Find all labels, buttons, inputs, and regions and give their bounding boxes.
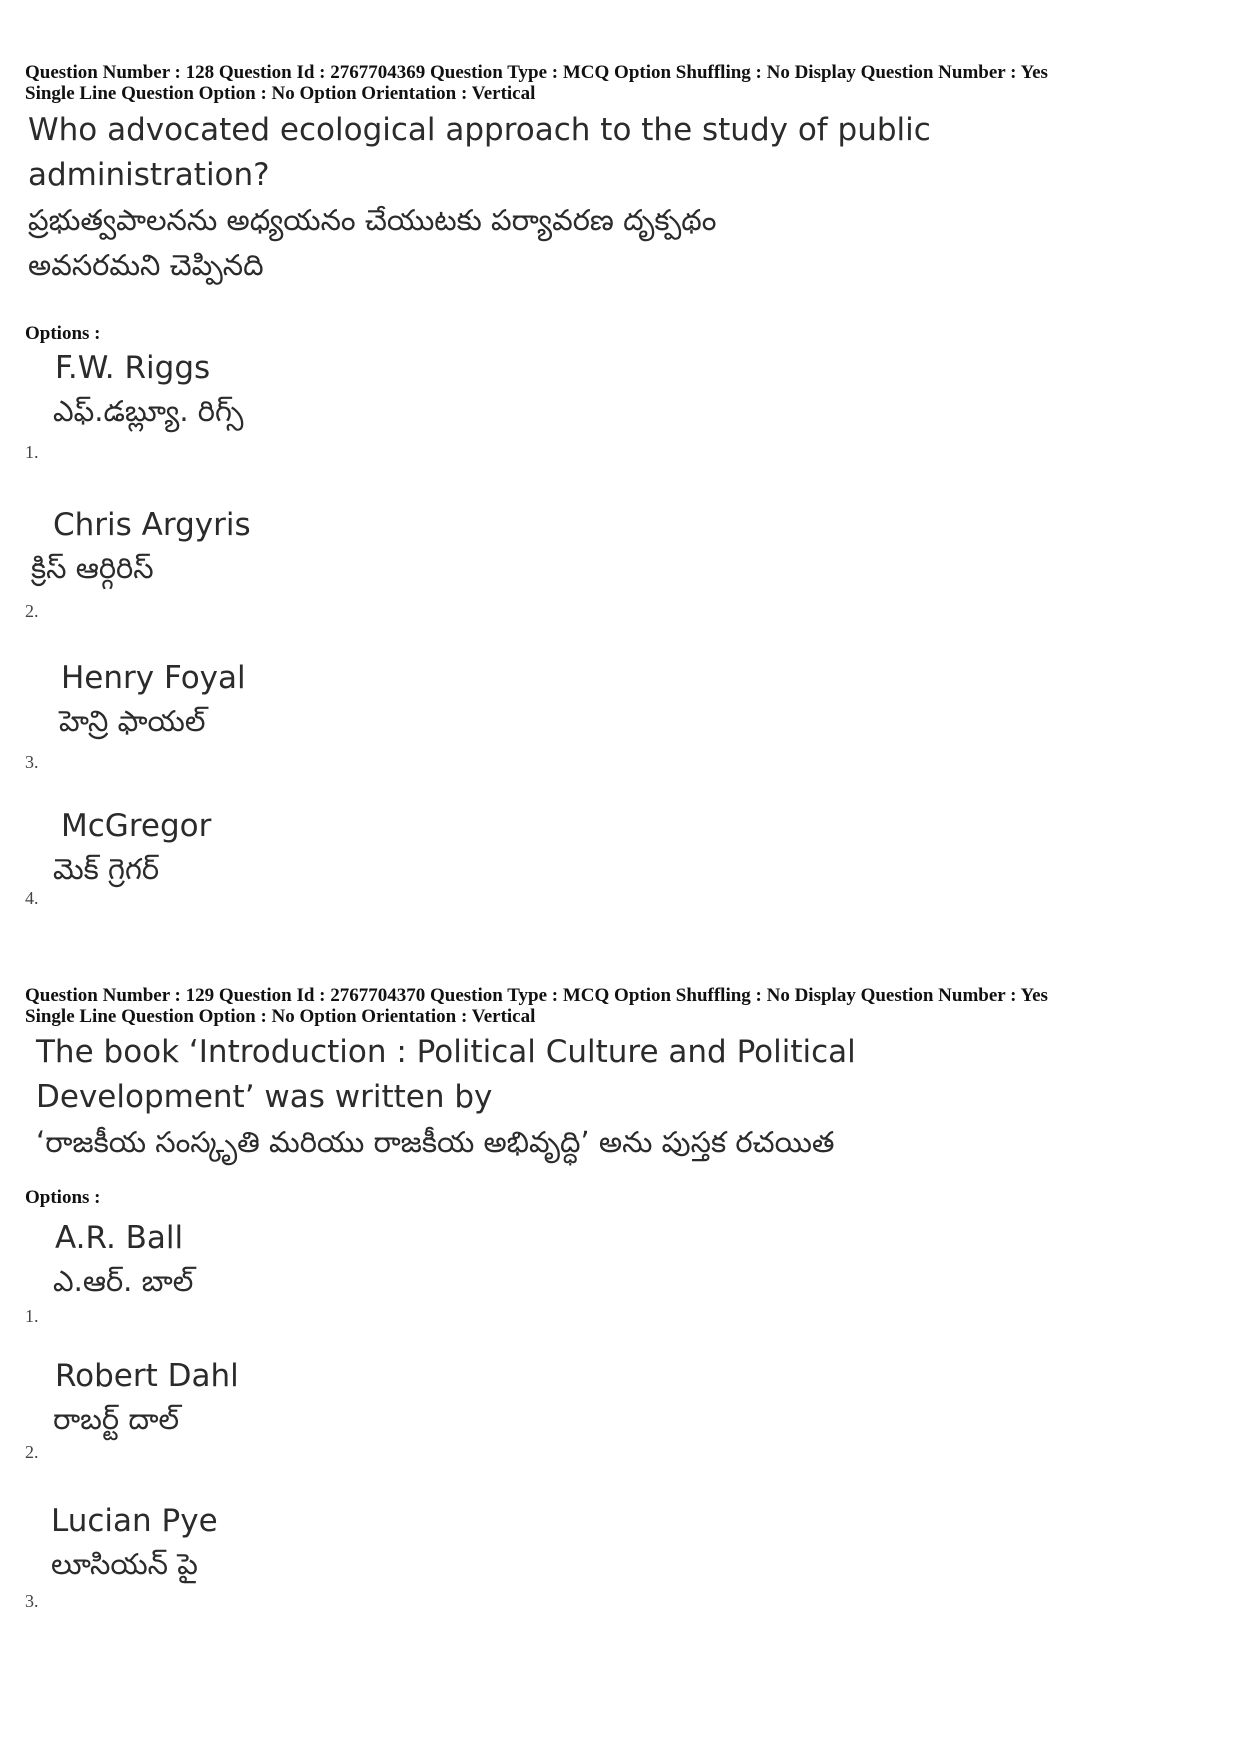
option-text-te: మెక్ గ్రెగర్: [53, 852, 160, 886]
option-number: 3.: [25, 752, 39, 772]
option-text-te: క్రిస్ ఆర్గిరిస్: [31, 551, 154, 585]
option-text-te: ఎఫ్.డబ్ల్యూ. రిగ్స్: [53, 394, 244, 428]
option-3[interactable]: [25, 660, 625, 770]
option-text-en: A.R. Ball: [55, 1220, 184, 1256]
option-number: 4.: [25, 888, 39, 908]
question-text-en: The book ‘Introduction : Political Culture and Political: [36, 1034, 856, 1070]
question-128-text: [28, 108, 931, 288]
question-meta-line: Question Number : 129 Question Id : 2767704370 Question Type : MCQ Option Shuffling : No Display Question Number : Yes: [25, 985, 1048, 1006]
option-number: 3.: [25, 1591, 39, 1611]
options-label: Options :: [25, 1187, 101, 1208]
option-text-en: Chris Argyris: [53, 507, 251, 543]
option-text-en: McGregor: [61, 808, 212, 844]
option-2[interactable]: [25, 1358, 625, 1468]
question-128-metadata: [25, 62, 1048, 104]
question-meta-line: Single Line Question Option : No Option Orientation : Vertical: [25, 83, 536, 104]
option-text-en: Lucian Pye: [51, 1503, 218, 1539]
option-text-en: Henry Foyal: [61, 660, 246, 696]
option-number: 1.: [25, 1306, 39, 1326]
option-text-te: లూసియన్ పై: [51, 1547, 198, 1581]
option-text-te: హెన్రి ఫాయల్: [59, 704, 206, 738]
option-number: 1.: [25, 442, 39, 462]
option-number: 2.: [25, 601, 39, 621]
option-2[interactable]: [25, 507, 625, 621]
question-text-te: ‘రాజకీయ సంస్కృతి మరియు రాజకీయ అభివృద్ధి’ అను పుస్తక రచయిత: [36, 1125, 835, 1159]
question-129-text: [36, 1030, 856, 1165]
option-text-te: రాబర్ట్ దాల్: [53, 1402, 180, 1436]
option-number: 2.: [25, 1442, 39, 1462]
question-text-te: ప్రభుత్వపాలనను అధ్యయనం చేయుటకు పర్యావరణ దృక్పథం: [28, 203, 717, 237]
option-text-te: ఎ.ఆర్. బాల్: [53, 1264, 194, 1298]
question-text-te: అవసరమని చెప్పినది: [28, 248, 264, 282]
question-meta-line: Single Line Question Option : No Option Orientation : Vertical: [25, 1006, 536, 1027]
option-1[interactable]: [25, 350, 625, 460]
option-1[interactable]: [25, 1220, 625, 1330]
option-4[interactable]: [25, 808, 625, 918]
question-text-en: Who advocated ecological approach to the study of public: [28, 112, 931, 148]
question-meta-line: Question Number : 128 Question Id : 2767704369 Question Type : MCQ Option Shuffling : No Display Question Number : Yes: [25, 62, 1048, 83]
option-text-en: F.W. Riggs: [55, 350, 211, 386]
question-text-en: Development’ was written by: [36, 1079, 493, 1115]
question-text-en: administration?: [28, 157, 270, 193]
question-129-metadata: [25, 985, 1048, 1027]
option-text-en: Robert Dahl: [55, 1358, 239, 1394]
option-3[interactable]: [25, 1503, 625, 1613]
options-label: Options :: [25, 323, 101, 344]
